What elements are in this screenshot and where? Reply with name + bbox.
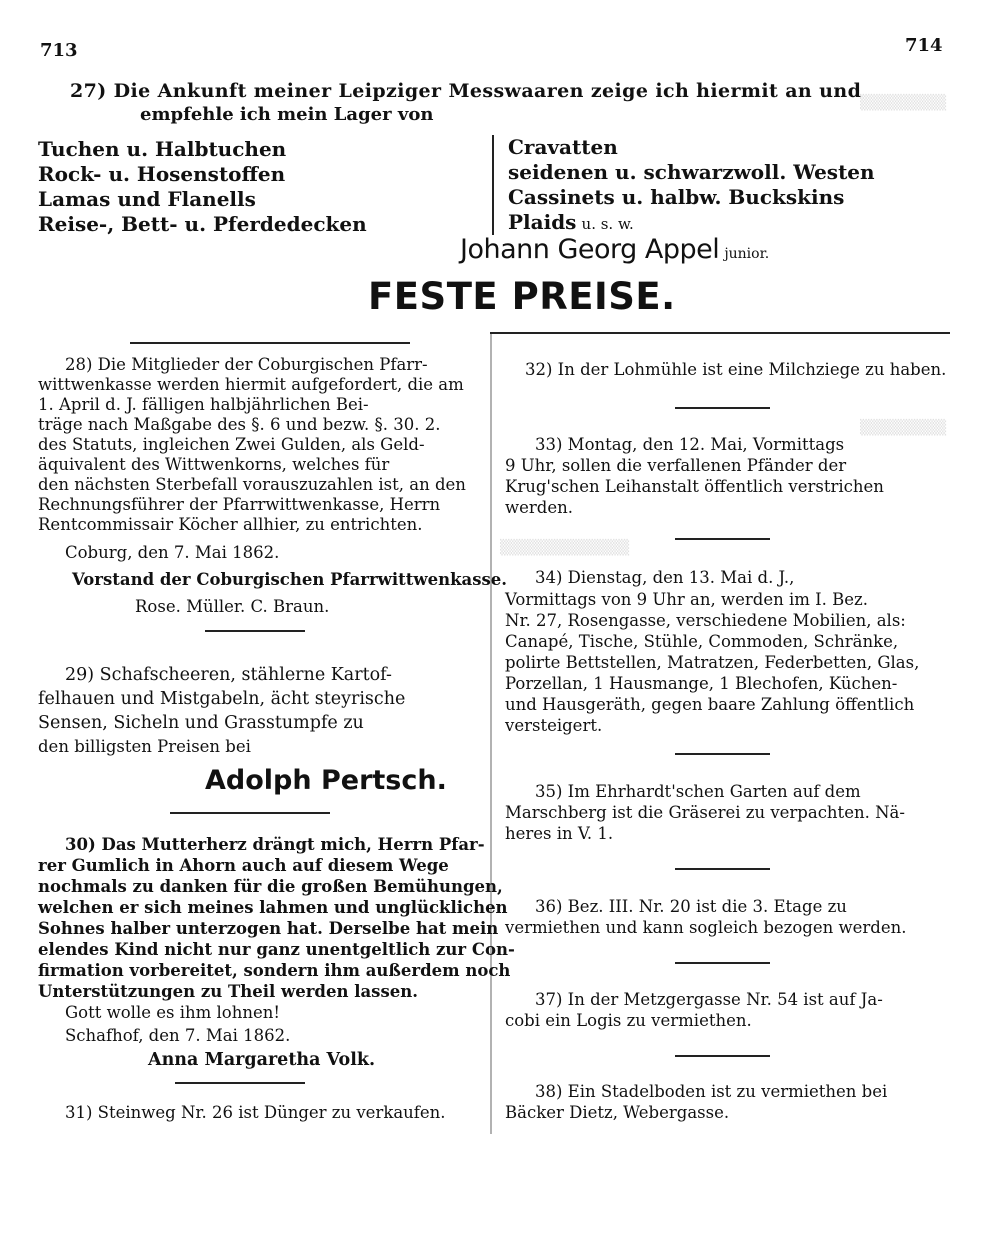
ad33-line: Krug'schen Leihanstalt öffentlich verstrichen — [505, 477, 884, 496]
ad27-slogan: FESTE PREISE. — [368, 275, 676, 318]
separator — [675, 407, 770, 409]
separator — [675, 538, 770, 540]
ad33-line: werden. — [505, 498, 573, 517]
ad34-line: Porzellan, 1 Hausmange, 1 Blechofen, Küchen- — [505, 674, 898, 693]
ad31-text: 31) Steinweg Nr. 26 ist Dünger zu verkaufen. — [65, 1103, 446, 1122]
ad30-line: Gott wolle es ihm lohnen! — [65, 1003, 280, 1022]
ad34-line: 34) Dienstag, den 13. Mai d. J., — [535, 568, 795, 587]
separator — [675, 753, 770, 755]
bleed-through: ▒▒▒▒▒▒▒▒ — [860, 95, 947, 111]
ad32-text: 32) In der Lohmühle ist eine Milchziege zu haben. — [525, 360, 947, 379]
ad30-line: rer Gumlich in Ahorn auch auf diesem Wege — [38, 856, 449, 875]
ad36-line: vermiethen und kann sogleich bezogen werden. — [505, 918, 907, 937]
ad30-line: welchen er sich meines lahmen und unglücklichen — [38, 898, 508, 917]
ad30-line: Sohnes halber unterzogen hat. Derselbe hat mein — [38, 919, 499, 938]
ad30-line: Unterstützungen zu Theil werden lassen. — [38, 982, 418, 1001]
column-separator — [490, 332, 950, 334]
ad27-intro-line1: 27) Die Ankunft meiner Leipziger Messwaaren zeige ich hiermit an und — [70, 80, 862, 102]
ad27-item-left: Reise-, Bett- u. Pferdedecken — [38, 212, 367, 236]
ad33-line: 33) Montag, den 12. Mai, Vormittags — [535, 435, 845, 454]
ad29-line: 29) Schafscheeren, stählerne Kartof- — [65, 665, 392, 685]
ad27-signature-line — [460, 234, 769, 265]
ad28-line: Rentcommissair Köcher allhier, zu entrichten. — [38, 515, 423, 534]
ad27-intro-line2: empfehle ich mein Lager von — [140, 104, 434, 125]
ad30-line: elendes Kind nicht nur ganz unentgeltlich zur Con- — [38, 940, 515, 959]
ad35-line: 35) Im Ehrhardt'schen Garten auf dem — [535, 782, 861, 801]
bleed-through: ▒▒▒▒▒▒▒▒ — [860, 420, 947, 436]
ad29-line: den billigsten Preisen bei — [38, 737, 251, 756]
ad36-line: 36) Bez. III. Nr. 20 ist die 3. Etage zu — [535, 897, 847, 916]
ad28-line: wittwenkasse werden hiermit aufgefordert, die am — [38, 375, 464, 394]
ad30-place-date: Schafhof, den 7. Mai 1862. — [65, 1026, 291, 1045]
ad27-column-divider — [492, 135, 494, 235]
ad28-line: 28) Die Mitglieder der Coburgischen Pfarr- — [65, 355, 428, 374]
page-number-left: 713 — [40, 40, 78, 61]
ad37-line: 37) In der Metzgergasse Nr. 54 ist auf Ja- — [535, 990, 883, 1009]
ad27-item-right: Cassinets u. halbw. Buckskins — [508, 185, 845, 209]
ad27-signature-suffix: junior. — [724, 246, 770, 262]
ad28-line: äquivalent des Wittwenkorns, welches für — [38, 455, 390, 474]
ad27-signature: Johann Georg Appel — [460, 234, 720, 265]
ad34-line: Vormittags von 9 Uhr an, werden im I. Bez. — [505, 590, 868, 609]
ad34-line: Nr. 27, Rosengasse, verschiedene Mobilien, als: — [505, 611, 906, 630]
ad27-item-plaids: Plaids — [508, 210, 577, 234]
ad33-line: 9 Uhr, sollen die verfallenen Pfänder der — [505, 456, 847, 475]
separator — [205, 630, 305, 632]
column-divider — [490, 334, 492, 1134]
ad27-item-left: Lamas und Flanells — [38, 187, 256, 211]
separator — [675, 962, 770, 964]
ad35-line: Marschberg ist die Gräserei zu verpachten. Nä- — [505, 803, 905, 822]
ad34-line: polirte Bettstellen, Matratzen, Federbetten, Glas, — [505, 653, 920, 672]
ad28-line: den nächsten Sterbefall vorauszuzahlen ist, an den — [38, 475, 466, 494]
ad27-item-etc: u. s. w. — [581, 215, 634, 233]
ad27-item-right: seidenen u. schwarzwoll. Westen — [508, 160, 875, 184]
ad29-line: Sensen, Sicheln und Grasstumpfe zu — [38, 713, 364, 733]
ad30-signature: Anna Margaretha Volk. — [148, 1050, 376, 1070]
ad28-place-date: Coburg, den 7. Mai 1862. — [65, 543, 280, 562]
page-number-right: 714 — [905, 35, 943, 56]
ad37-line: cobi ein Logis zu vermiethen. — [505, 1011, 752, 1030]
ad34-line: Canapé, Tische, Stühle, Commoden, Schränke, — [505, 632, 899, 651]
ad28-line: des Statuts, ingleichen Zwei Gulden, als Geld- — [38, 435, 425, 454]
ad29-line: felhauen und Mistgabeln, ächt steyrische — [38, 689, 406, 709]
ad29-signature: Adolph Pertsch. — [205, 765, 447, 796]
ad27-item-left: Rock- u. Hosenstoffen — [38, 162, 286, 186]
separator — [675, 1055, 770, 1057]
ad30-line: firmation vorbereitet, sondern ihm außerdem noch — [38, 961, 511, 980]
ad30-line: nochmals zu danken für die großen Bemühungen, — [38, 877, 503, 896]
ad35-line: heres in V. 1. — [505, 824, 614, 843]
ad28-line: Rechnungsführer der Pfarrwittwenkasse, Herrn — [38, 495, 441, 514]
separator — [675, 868, 770, 870]
ad27-item-right: Cravatten — [508, 135, 618, 159]
ad34-line: versteigert. — [505, 716, 603, 735]
ad28-line: träge nach Maßgabe des §. 6 und bezw. §. 30. 2. — [38, 415, 441, 434]
ad27-item-left: Tuchen u. Halbtuchen — [38, 137, 287, 161]
separator — [170, 812, 330, 814]
column-separator — [130, 342, 410, 344]
ad38-line: 38) Ein Stadelboden ist zu vermiethen bei — [535, 1082, 888, 1101]
ad28-board: Vorstand der Coburgischen Pfarrwittwenkasse. — [72, 570, 508, 589]
ad28-names: Rose. Müller. C. Braun. — [135, 597, 330, 616]
separator — [175, 1082, 305, 1084]
ad28-line: 1. April d. J. fälligen halbjährlichen Bei- — [38, 395, 369, 414]
ad30-line: 30) Das Mutterherz drängt mich, Herrn Pfar- — [65, 835, 485, 854]
ad38-line: Bäcker Dietz, Webergasse. — [505, 1103, 730, 1122]
ad34-line: und Hausgeräth, gegen baare Zahlung öffentlich — [505, 695, 915, 714]
ad27-item-right-last — [508, 210, 634, 234]
bleed-through: ▒▒▒▒▒▒▒▒▒▒▒▒ — [500, 540, 630, 556]
